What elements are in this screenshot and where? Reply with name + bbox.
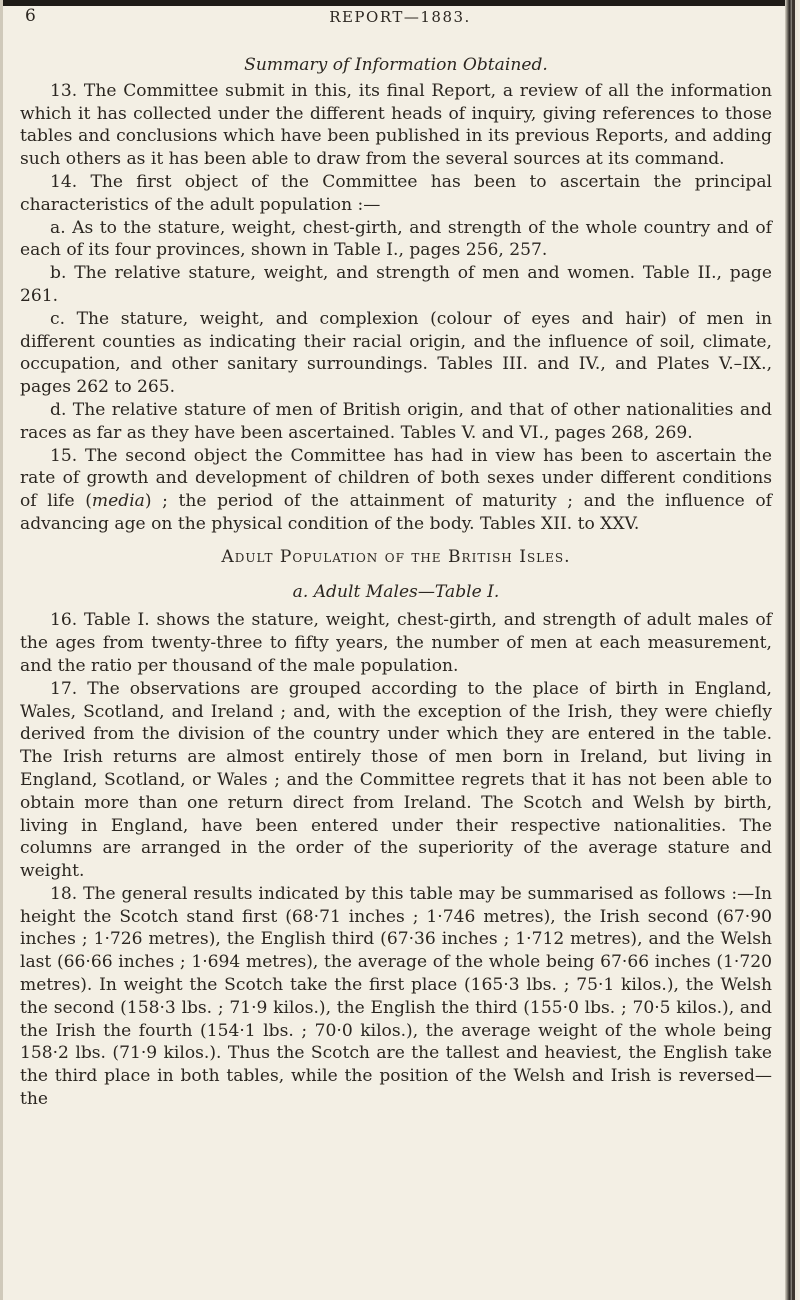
paragraph-14d: d. The relative stature of men of British origin, and that of other nationalities and races as far as they have been ascertained. Tables V. and VI., pages 268, 269. [20,399,772,443]
paragraph-14b: b. The relative stature, weight, and strength of men and women. Table II., page 261. [20,263,772,306]
scan-top-border [0,0,790,6]
paragraph-13: 13. The Committee submit in this, its final Report, a review of all the information which it has collected under the different heads of inquiry, giving references to those tables and conclusions which have been published in its previous Reports, and adding such others as it has been able to draw from the several sources at its command. [20,80,772,170]
section-title: Adult Population of the British Isles. [221,546,571,567]
paragraph-16: 16. Table I. shows the stature, weight, chest-girth, and strength of adult males of the ages from twenty-three to fifty years, the number of men at each measurement, and the ratio per thousand of the male population. [20,610,772,676]
subsection-title: a. Adult Males—Table I. [292,581,500,602]
paragraph-14a: a. As to the stature, weight, chest-girth, and strength of the whole country and of each of its four provinces, shown in Table I., pages 256, 257. [20,217,772,261]
running-title: REPORT—1883. [329,8,471,26]
text-body [20,54,772,1111]
paragraph-18: 18. The general results indicated by this table may be summarised as follows :—In height the Scotch stand first (68·71 inches ; 1·746 metres), the Irish second (67·90 inches ; 1·726 metres), the English third (67·36 inches ; 1·712 metres), and the Welsh last (66·66 inches ; 1·694 metres), the average of the whole being 67·66 inches (1·720 metres). In weight the Scotch take the first place (165·3 lbs. ; 75·1 kilos.), the Welsh the second (158·3 lbs. ; 71·9 kilos.), the English the third (155·0 lbs. ; 70·5 kilos.), and the Irish the fourth (154·1 lbs. ; 70·0 kilos.), the average weight of the whole being 158·2 lbs. (71·9 kilos.). Thus the Scotch are the tallest and heaviest, the English take the third place in both tables, while the position of the Welsh and Irish is reversed—the [20,883,772,1110]
paragraph-14c: c. The stature, weight, and complexion (colour of eyes and hair) of men in different counties as indicating their racial origin, and the influence of soil, climate, occupation, and other sanitary surroundings. Tables III. and IV., and Plates V.–IX., pages 262 to 265. [20,308,772,398]
summary-heading: Summary of Information Obtained. [244,55,548,75]
scan-left-edge [0,0,3,1300]
paragraph-15: 15. The second object the Committee has had in view has been to ascertain the rate of growth and development of children of both sexes under different conditions of life (media) ; the period of the attainment of maturity ; and the influence of advancing age on the physical condition of the body. Tables XII. to XXV. [20,445,773,534]
page-number: 6 [25,6,36,26]
latin-term: media [91,491,145,512]
paragraph-17: 17. The observations are grouped according to the place of birth in England, Wales, Scotland, and Ireland ; and, with the exception of the Irish, they were chiefly derived from the division of the country under which they are entered in the table. The Irish returns are almost entirely those of men born in Ireland, but living in England, Scotland, or Wales ; and the Committee regrets that it has not been able to obtain more than one return direct from Ireland. The Scotch and Welsh by birth, living in England, have been entered under their respective nationalities. The columns are arranged in the order of the superiority of the average stature and weight. [20,678,772,882]
scan-binding-line [792,0,795,1300]
paragraph-14: 14. The first object of the Committee has been to ascertain the principal characteristics of the adult population :— [20,171,772,215]
